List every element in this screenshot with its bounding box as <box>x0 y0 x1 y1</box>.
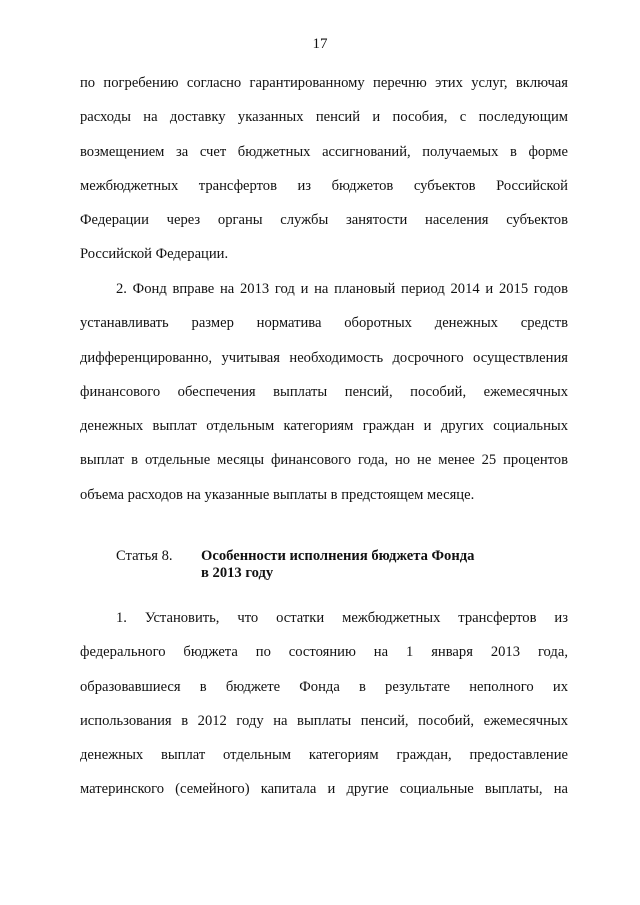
paragraph-line: Российской Федерации. <box>80 246 229 263</box>
paragraph-line: расходы на доставку указанных пенсий и пособия, с последующим <box>80 109 568 126</box>
paragraph-line: денежных выплат отдельным категориям граждан, предоставление <box>80 747 568 764</box>
article-label: Статья 8. <box>116 548 173 564</box>
paragraph-item-2 <box>80 280 568 520</box>
paragraph-line: материнского (семейного) капитала и другие социальные выплаты, на <box>80 781 568 798</box>
article-title-line: Особенности исполнения бюджета Фонда <box>201 548 475 564</box>
paragraph-item-1 <box>80 609 568 815</box>
paragraph-line: финансового обеспечения выплаты пенсий, пособий, ежемесячных <box>80 383 568 400</box>
paragraph-line: Федерации через органы службы занятости населения субъектов <box>80 212 568 229</box>
paragraph-line: образовавшиеся в бюджете Фонда в результате неполного их <box>80 678 568 695</box>
article-title-line: в 2013 году <box>201 565 274 581</box>
paragraph-line: дифференцированно, учитывая необходимость досрочного осуществления <box>80 349 568 366</box>
paragraph-line: объема расходов на указанные выплаты в предстоящем месяце. <box>80 486 475 503</box>
paragraph-line: 2. Фонд вправе на 2013 год и на плановый период 2014 и 2015 годов <box>116 281 568 297</box>
paragraph-line: 1. Установить, что остатки межбюджетных трансфертов из <box>116 610 568 626</box>
paragraph-continuation <box>80 74 568 280</box>
paragraph-line: устанавливать размер норматива оборотных денежных средств <box>80 315 568 332</box>
page-number: 17 <box>312 36 328 52</box>
paragraph-line: межбюджетных трансфертов из бюджетов субъектов Российской <box>80 177 568 194</box>
paragraph-line: использования в 2012 году на выплаты пенсий, пособий, ежемесячных <box>80 712 568 729</box>
paragraph-line: выплат в отдельные месяцы финансового года, но не менее 25 процентов <box>80 452 568 469</box>
article-title <box>201 548 541 582</box>
paragraph-line: по погребению согласно гарантированному перечню этих услуг, включая <box>80 75 568 91</box>
paragraph-line: денежных выплат отдельным категориям граждан и других социальных <box>80 418 568 435</box>
paragraph-line: возмещением за счет бюджетных ассигнований, получаемых в форме <box>80 143 568 160</box>
paragraph-line: федерального бюджета по состоянию на 1 января 2013 года, <box>80 644 568 661</box>
